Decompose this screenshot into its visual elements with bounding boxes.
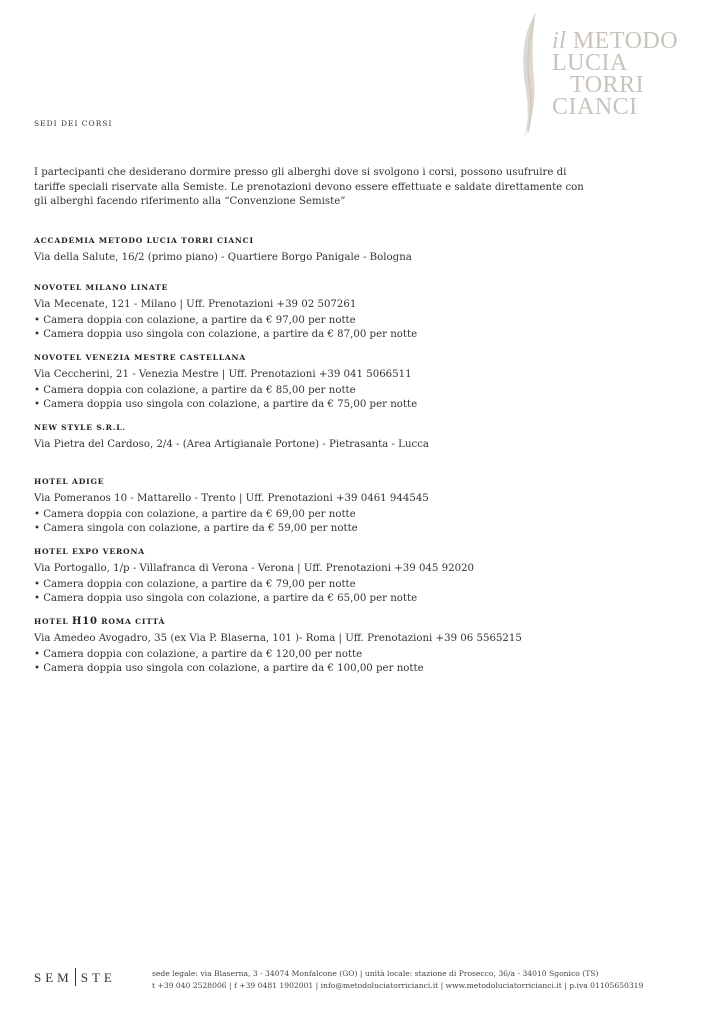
venue-name: ACCADEMIA METODO LUCIA TORRI CIANCI: [34, 236, 254, 245]
rate-item: • Camera doppia con colazione, a partire da € 69,00 per notte: [34, 508, 674, 522]
venue-address: Via Portogallo, 1/p - Villafranca di Verona - Verona | Uff. Prenotazioni +39 045 92020: [34, 563, 475, 574]
venue-list: [34, 236, 674, 676]
venue-name: HOTEL EXPO VERONA: [34, 547, 145, 556]
rate-item: • Camera doppia uso singola con colazione, a partire da € 87,00 per notte: [34, 328, 674, 342]
venue-name: NOVOTEL MILANO LINATE: [34, 283, 169, 292]
logo-divider: [75, 968, 76, 986]
rate-item: • Camera singola con colazione, a partire da € 59,00 per notte: [34, 522, 674, 536]
venue-entry: [34, 547, 674, 606]
semiste-logo: SEM STE: [34, 970, 116, 985]
venue-address: Via Pomeranos 10 - Mattarello - Trento | Uff. Prenotazioni +39 0461 944545: [34, 493, 429, 504]
rate-item: • Camera doppia uso singola con colazione, a partire da € 65,00 per notte: [34, 592, 674, 606]
brush-stroke-icon: [516, 10, 556, 140]
section-title: SEDI DEI CORSI: [34, 119, 113, 128]
footer-contact: [152, 968, 712, 992]
venue-address: Via Amedeo Avogadro, 35 (ex Via P. Blaserna, 101 )- Roma | Uff. Prenotazioni +39 06 5565215: [34, 633, 522, 644]
rate-item: • Camera doppia con colazione, a partire da € 85,00 per notte: [34, 384, 674, 398]
venue-name: HOTEL ADIGE: [34, 477, 105, 486]
venue-entry: [34, 423, 674, 452]
rate-item: • Camera doppia con colazione, a partire da € 79,00 per notte: [34, 578, 674, 592]
venue-entry: [34, 283, 674, 342]
footer-address-line: sede legale: via Blaserna, 3 - 34074 Monfalcone (GO) | unità locale: stazione di Prosecco, 36/a - 34010 Sgonico (TS): [152, 969, 599, 978]
rate-item: • Camera doppia uso singola con colazione, a partire da € 100,00 per notte: [34, 662, 674, 676]
venue-address: Via Pietra del Cardoso, 2/4 - (Area Artigianale Portone) - Pietrasanta - Lucca: [34, 439, 429, 450]
rate-item: • Camera doppia con colazione, a partire da € 120,00 per notte: [34, 648, 674, 662]
venue-name: HOTEL H10 ROMA CITTÀ: [34, 616, 166, 627]
brand-logo: [516, 10, 706, 140]
intro-paragraph: I partecipanti che desiderano dormire presso gli alberghi dove si svolgono i corsi, possono usufruire di tariffe speciali riservate alla Semiste. Le prenotazioni devono essere effettuate e saldate direttamente con gli alberghi facendo riferimento alla “Convenzione Semiste”: [34, 167, 584, 207]
venue-address: Via Ceccherini, 21 - Venezia Mestre | Uff. Prenotazioni +39 041 5066511: [34, 369, 412, 380]
rate-item: • Camera doppia con colazione, a partire da € 97,00 per notte: [34, 314, 674, 328]
venue-name: NEW STYLE S.R.L.: [34, 423, 126, 432]
logo-wordmark: il METODO LUCIA TORRI CIANCI: [552, 28, 679, 120]
venue-entry: [34, 477, 674, 536]
rate-item: • Camera doppia uso singola con colazione, a partire da € 75,00 per notte: [34, 398, 674, 412]
venue-entry: [34, 353, 674, 412]
venue-address: Via della Salute, 16/2 (primo piano) - Quartiere Borgo Panigale - Bologna: [34, 252, 412, 263]
footer-contact-line: t +39 040 2528006 | f +39 0481 1902001 | info@metodoluciatorricianci.it | www.metodoluciatorricianci.it | p.iva 01105650319: [152, 981, 644, 990]
venue-name: NOVOTEL VENEZIA MESTRE CASTELLANA: [34, 353, 246, 362]
venue-entry: [34, 617, 674, 676]
venue-address: Via Mecenate, 121 - Milano | Uff. Prenotazioni +39 02 507261: [34, 299, 357, 310]
venue-entry: [34, 236, 674, 265]
